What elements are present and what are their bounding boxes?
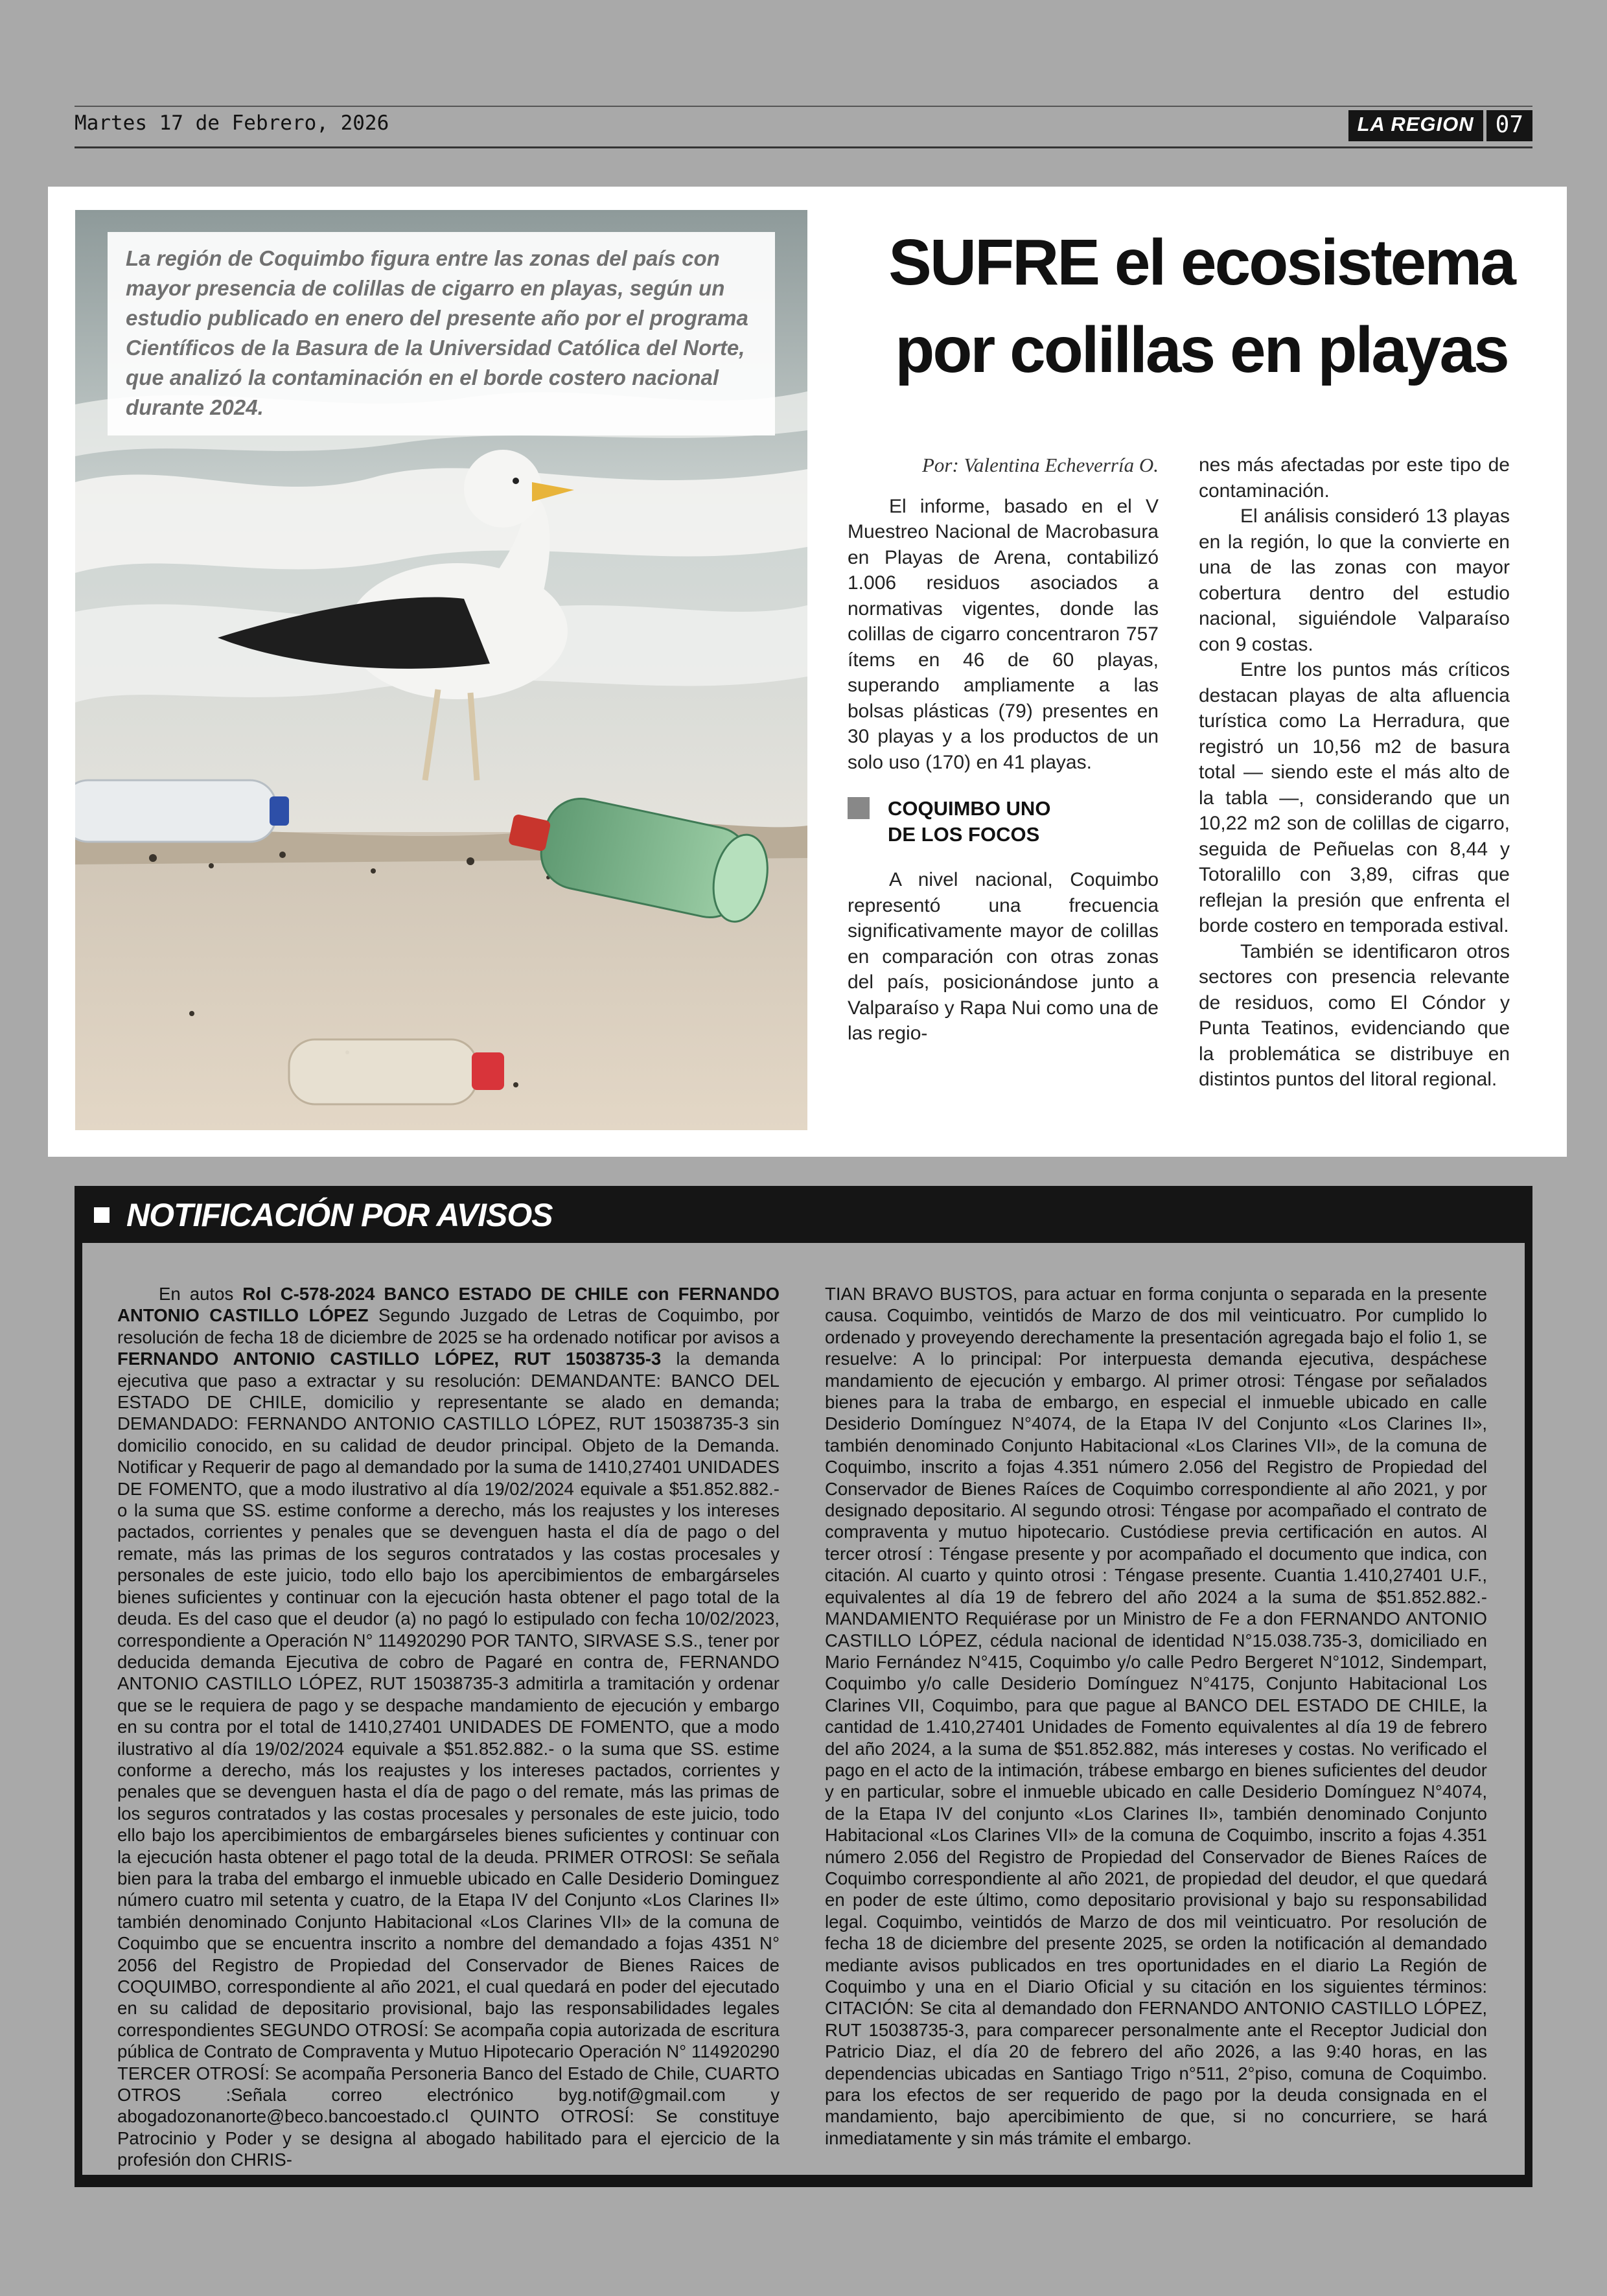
notice-column-2 [825,1283,1487,2149]
seagull-beach-photo [75,210,807,1130]
header-brand [1348,110,1532,141]
legal-notice-box [75,1186,1532,2187]
article-paragraph: También se identificaron otros sectores con presencia relevante de residuos, como El Cóndor y Punta Teatinos, evidenciando que la problemática se distribuye en distintos puntos del litoral regional. [1199,940,1510,1090]
article-card [48,187,1567,1157]
photo-caption-box [108,232,775,435]
article-column-2 [1199,452,1510,1093]
article-paragraph: Entre los puntos más críticos destacan playas de alta afluencia turística como La Herradura, que registró un 10,56 m2 de basura total — siendo este el más alto de la tabla —, considerando que un 10,22 m2 son de colillas de cigarro, seguida de Peñuelas con 8,44 y Totoralillo con 3,89, cifras que reflejan la presión que enfrenta el borde costero en temporada estival. [1199,659,1510,936]
notice-bold-text: FERNANDO ANTONIO CASTILLO LÓPEZ, RUT 15038735-3 [117,1349,662,1369]
header-bottom-rule [75,146,1532,148]
article-column-1 [848,452,1159,1047]
notice-text: la demanda ejecutiva que paso a extractar y su resolución: DEMANDANTE: BANCO DEL ESTADO DE CHILE, domicilio y representante se alado en demanda; DEMANDADO: FERNANDO ANTONIO CASTILLO LÓPEZ, RUT 15038735-3 sin domicilio conocido, en su calidad de deudor principal. Objeto de la Demanda. Notificar y Requerir de pago al demandado por la suma de 1410,27401 UNIDADES DE FOMENTO, que a modo ilustrativo al día 19/02/2024 equivale a $51.852.882.- o la suma que SS. estime conforme a derecho, más los reajustes y los intereses pactados, corrientes y penales que se devenguen hasta el día de pago o del remate, más las primas de los seguros contratados y las costas procesales y personales de este juicio, todo ello bajo los apercibimientos de embargárseles bienes suficientes y continuar con la ejecución hasta obtener el pago total de la deuda. Es del caso que el deudor (a) no pagó lo estipulado con fecha 10/02/2023, correspondiente a Operación N° 114920290 POR TANTO, SIRVASE S.S., tener por deducida demanda Ejecutiva de cobro de Pagaré en contra de, FERNANDO ANTONIO CASTILLO LÓPEZ, RUT 15038735-3 admitirla a tramitación y ordenar que se le requiera de pago y se despache mandamiento de ejecución y embargo en su contra por el total de 1410,27401 UNIDADES DE FOMENTO, que a modo ilustrativo al día 19/02/2024 equivale a $51.852.882.- o la suma que SS. estime conforme a derecho, más los reajustes y los intereses pactados, corrientes y penales que se devenguen hasta el día de pago o del remate, más las primas de los seguros contratados y las costas procesales y personales de este juicio, todo ello bajo los apercibimientos de embargárseles bienes suficientes y continuar con la ejecución hasta obtener el pago total de la deuda. PRIMER OTROSI: Se señala bien para la traba del embargo el inmueble ubicado en Calle Desiderio Dominguez número cuatro mil setenta y cuatro, de la Etapa IV del Conjunto «Los Clarines II» también denominado Conjunto Habitacional «Los Clarines VII» de la comuna de Coquimbo que se encuentra inscrito a nombre del demandado a fojas 4351 N° 2056 del Registro de Propiedad del Conservador de Bienes Raices de COQUIMBO, correspondiente al año 2021, el cual quedará en poder del ejecutado en su calidad de depositario provisional, bajo las responsabilidades legales correspondientes SEGUNDO OTROSÍ: Se acompaña copia autorizada de escritura pública de Contrato de Compraventa y Mutuo Hipotecario Operación N° 114920290 TERCER OTROSÍ: Se acompaña Personeria Banco del Estado de Chile, CUARTO OTROS :Señala correo electrónico byg.notif@gmail.com y abogadozonanorte@beco.bancoestado.cl QUINTO OTROSÍ: Se constituye Patrocinio y Poder y se designa al abogado habilitado para el ejercicio de la profesión don CHRIS- [117,1349,780,2170]
square-bullet-icon [848,797,870,819]
square-bullet-icon [94,1207,110,1223]
notice-bold-text: Rol C-578-2024 BANCO ESTADO DE CHILE con FERNANDO ANTONIO CASTILLO LÓPEZ [117,1284,780,1326]
notice-title-bar [94,1195,553,1235]
notice-text: En autos [159,1284,243,1304]
subheading [848,796,1159,848]
article-paragraph: El análisis consideró 13 playas en la región, lo que la convierte en una de las zonas con mayor cobertura dentro del estudio nacional, siguiéndole Valparaíso con 9 costas. [1199,505,1510,655]
notice-body [82,1243,1525,2175]
header-top-rule [75,106,1532,107]
headline-line-2: por colillas en playas [895,314,1508,386]
byline: Por: Valentina Echeverría O. [921,454,1159,476]
subheading-line-2: DE LOS FOCOS [888,823,1040,846]
notice-paragraph: TIAN BRAVO BUSTOS, para actuar en forma conjunta o separada en la presente causa. Coquimbo, veintidós de Marzo de dos mil veinticuatro. Por cumplido lo ordenado y proveyendo derechamente la presentación agregada bajo el folio 1, se resuelve: A lo principal: Por interpuesta demanda ejecutiva, despáchese mandamiento de ejecución y embargo. Al primer otrosi: Téngase por señalados bienes para la traba de embargo, en especial el inmueble ubicado en calle Desiderio Domínguez N°4074, de la Etapa IV del Conjunto «Los Clarines II», también denominado Conjunto Habitacional «Los Clarines VII», de la comuna de Coquimbo, inscrito a fojas 4.351 número 2.056 del Registro de Propiedad del Conservador de Bienes Raíces de Coquimbo correspondiente al año 2021, y por designado depositario. Al segundo otrosi: Téngase por acompañado el contrato de compraventa y mutuo hipotecario. Custódiese previa certificación en autos. Al tercer otrosí : Téngase presente y por acompañado el documento que indica, con citación. Al cuarto y quinto otrosi : Téngase presente. Cuantia 1.410,27401 U.F., equivalentes al día 19 de febrero del año 2024 a la suma de $51.852.882.- MANDAMIENTO Requiérase por un Ministro de Fe a don FERNANDO ANTONIO CASTILLO LÓPEZ, cédula nacional de identidad N°15.038.735-3, domiciliado en Mario Fernández N°415, Coquimbo y/o calle Pedro Bergeret N°1012, Sindempart, Coquimbo y/o calle Desiderio Domínguez N°4175, Conjunto Habitacional Los Clarines VII, Coquimbo, para que pague al BANCO DEL ESTADO DE CHILE, la cantidad de 1.410,27401 Unidades de Fomento equivalentes al día 19 de febrero del año 2024, a la suma de $51.852.882, más intereses y costas. No verificado el pago en el acto de la intimación, trábese embargo en bienes suficientes del deudor y en particular, sobre el inmueble ubicado en calle Desiderio Domínguez N°4074, de la Etapa IV del conjunto «Los Clarines II», también denominado Conjunto Habitacional «Los Clarines VII» de la comuna de Coquimbo, inscrito a fojas 4.351 número 2.056 del Registro de Propiedad del Conservador de Bienes Raíces de Coquimbo correspondiente al año 2021, de propiedad del deudor, el que quedará en poder de este último, como depositario provisional y bajo su responsabilidad legal. Coquimbo, veintidós de Marzo de dos mil veinticuatro. Por resolución de fecha 18 de diciembre del presente 2025, se orden la notificación al demandado mediante avisos publicados en tres oportunidades en el diario La Región de Coquimbo y una en el Diario Oficial y su citación en los siguientes términos: CITACIÓN: Se cita al demandado don FERNANDO ANTONIO CASTILLO LÓPEZ, RUT 15038735-3, para comparecer personalmente ante el Receptor Judicial don Patricio Diaz, el día 20 de febrero del año 2026, a las 9:40 horas, en las dependencias ubicadas en Santiago Trigo n°511, 2°piso, comuna de Coquimbo. para los efectos de ser requerido de pago por la deuda consignada en el mandamiento, bajo apercibimiento de que, si no concurriere, se hará inmediatamente y sin más trámite el embargo. [825,1284,1487,2148]
notice-paragraph [117,1283,780,2171]
article-paragraph: nes más afectadas por este tipo de contaminación. [1199,454,1510,502]
headline-line-1: SUFRE el ecosistema [888,226,1514,299]
page-number: 07 [1486,110,1532,141]
header-date: Martes 17 de Febrero, 2026 [75,111,389,135]
article-paragraph: A nivel nacional, Coquimbo representó una frecuencia significativamente mayor de colillas en comparación con otras zonas del país, posicionándose junto a Valparaíso y Rapa Nui como una de las regio- [848,869,1159,1044]
headline [858,219,1545,394]
subheading-line-1: COQUIMBO UNO [888,797,1051,820]
notice-text: Segundo Juzgado de Letras de Coquimbo, por resolución de fecha 18 de diciembre de 2025 se ha ordenado notificar por avisos a [117,1305,780,1347]
notice-column-1 [117,1283,780,2171]
photo-caption: La región de Coquimbo figura entre las zonas del país con mayor presencia de colillas de cigarro en playas, según un estudio publicado en enero del presente año por el programa Científicos de la Basura de la Universidad Católica del Norte, que analizó la contaminación en el borde costero nacional durante 2024. [126,246,748,419]
brand-logo: LA REGION [1348,110,1483,141]
article-paragraph: El informe, basado en el V Muestreo Nacional de Macrobasura en Playas de Arena, contabilizó 1.006 residuos asociados a normativas vigentes, donde las colillas de cigarro concentraron 757 ítems en 46 de 60 playas, superando ampliamente a las bolsas plásticas (79) presentes en 30 playas y a los productos de un solo uso (170) en 41 playas. [848,495,1159,773]
notice-title: NOTIFICACIÓN POR AVISOS [126,1197,553,1233]
